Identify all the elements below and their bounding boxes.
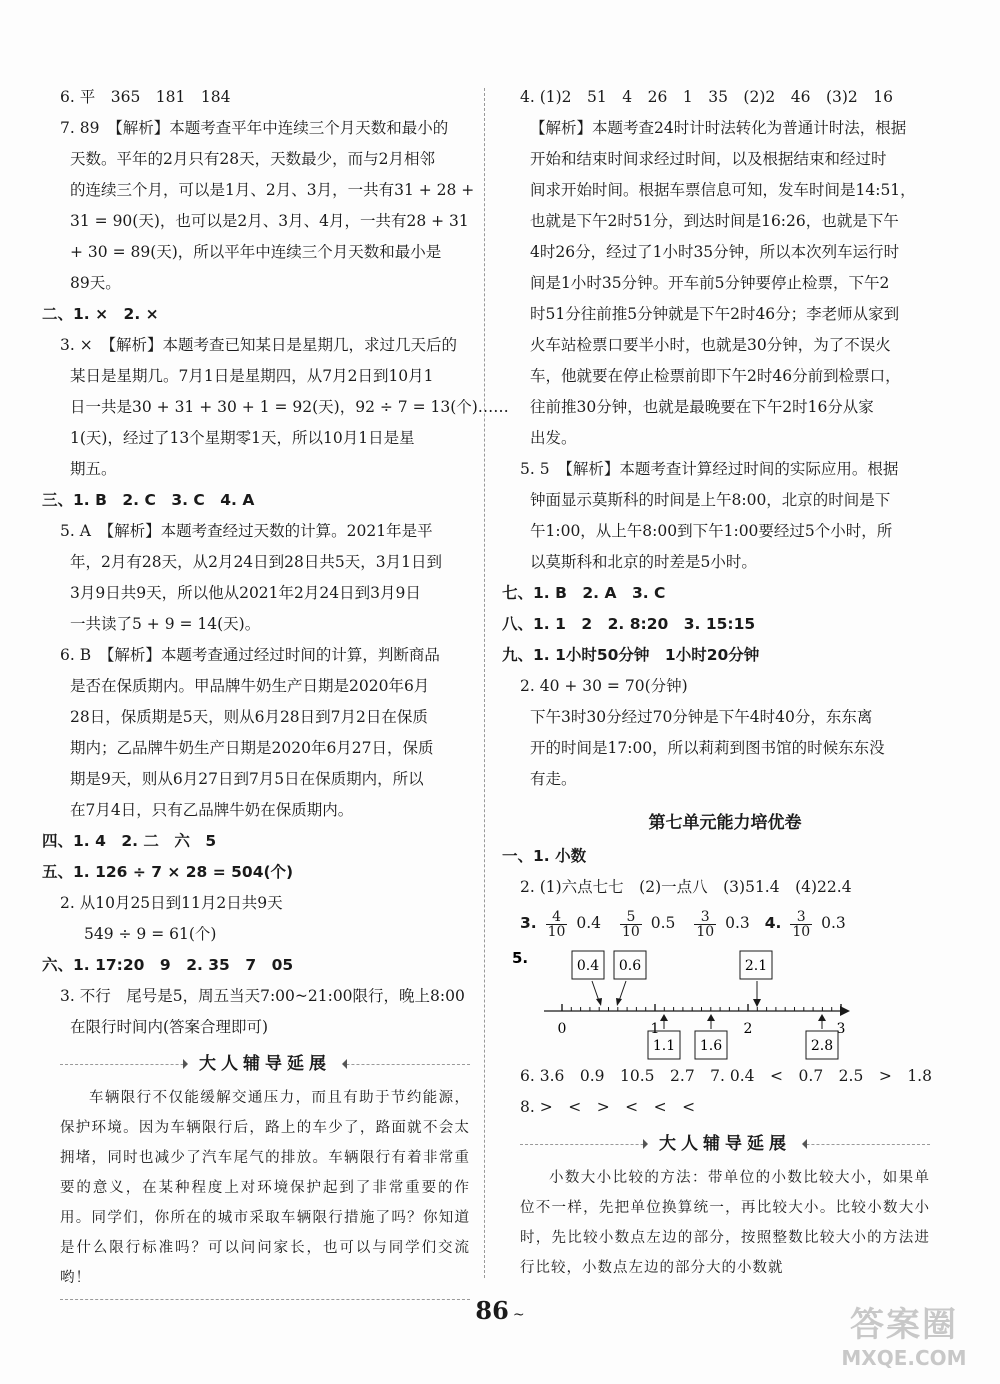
answer-line: 6. 平 365 181 184	[60, 88, 231, 106]
answer-line: 日一共是30 + 31 + 30 + 1 = 92(天)，92 ÷ 7 = 13(个)……	[70, 398, 509, 416]
box-value: 0.4	[576, 958, 600, 974]
answer-line: 在限行时间内(答案合理即可)	[70, 1018, 269, 1036]
page-number-text: 86	[475, 1296, 509, 1325]
question-number: 4.	[764, 914, 782, 932]
answer-line: 间是1小时35分钟。开车前5分钟要停止检票，下午2	[530, 274, 890, 292]
answer-line: 钟面显示莫斯科的时间是上午8:00，北京的时间是下	[530, 491, 891, 509]
answer-line: 89天。	[70, 274, 121, 292]
answer-line: 出发。	[530, 429, 577, 447]
fraction	[694, 910, 716, 939]
answer-line: 28日，保质期是5天，则从6月28日到7月2日在保质	[70, 708, 428, 726]
axis-label: 3	[836, 1021, 846, 1037]
watermark-text: 答案圈	[850, 1305, 958, 1345]
answer-line: 1(天)，经过了13个星期零1天，所以10月1日是星	[70, 429, 415, 447]
answer-line: 开的时间是17:00，所以莉莉到图书馆的时候东东没	[530, 739, 885, 757]
section-heading: 三、1. B 2. C 3. C 4. A	[42, 491, 255, 509]
axis-label: 1	[650, 1021, 660, 1037]
extension-title: 大人辅导延展	[645, 1129, 805, 1159]
extension-text: 小数大小比较的方法：带单位的小数比较大小，如果单位不一样，先把单位换算统一，再比较大小。比较小数大小时，先比较小数点左边的部分，按照整数比较大小的方法进行比较，小数点左边的部分大的小数就	[520, 1170, 930, 1276]
numerator: 5	[620, 910, 642, 925]
question-number: 3.	[520, 914, 537, 932]
denominator: 10	[696, 923, 715, 940]
answer-line: 期五。	[70, 460, 117, 478]
answer-line: 3. 不行 尾号是5，周五当天7:00~21:00限行，晚上8:00	[60, 987, 465, 1005]
section-heading: 八、1. 1 2 2. 8:20 3. 15:15	[502, 615, 756, 633]
section-heading: 五、1. 126 ÷ 7 × 28 = 504(个)	[42, 863, 294, 881]
answer-line: 3月9日共9天，所以他从2021年2月24日到3月9日	[70, 584, 421, 602]
section-heading: 九、1. 1小时50分钟 1小时20分钟	[502, 646, 760, 664]
answer-line: 某日是星期几。7月1日是星期四，从7月2日到10月1	[70, 367, 434, 385]
answer-line: 在7月4日，只有乙品牌牛奶在保质期内。	[70, 801, 354, 819]
decimal-value: 0.3	[821, 914, 846, 932]
section-heading: 六、1. 17:20 9 2. 35 7 05	[42, 956, 294, 974]
question-number: 5.	[512, 949, 529, 967]
watermark-url: MXQE.COM	[841, 1346, 967, 1370]
answer-line: 的连续三个月，可以是1月、2月、3月，一共有31 + 28 +	[70, 181, 475, 199]
extension-text: 车辆限行不仅能缓解交通压力，而且有助于节约能源，保护环境。因为车辆限行后，路上的车少了，路面就不会太拥堵，同时也减少了汽车尾气的排放。车辆限行有着非常重要的意义，在某种程度上对环境保护起到了非常重要的作用。同学们，你所在的城市采取车辆限行措施了吗？你知道是什么限行标准吗？可以问问家长，也可以与同学们交流哟！	[60, 1090, 470, 1286]
pointer-arrowhead	[596, 998, 602, 1006]
answer-line: 7. 89 【解析】本题考查平年中连续三个月天数和最小的	[60, 119, 449, 137]
answer-line: + 30 = 89(天)，所以平年中连续三个月天数和最小是	[70, 243, 442, 261]
extension-header	[520, 1129, 930, 1159]
decimal-value: 0.5	[650, 914, 676, 932]
answer-line: 车，他就要在停止检票前即下午2时46分前到检票口，	[530, 367, 901, 385]
answer-line: 8. > < > < < <	[520, 1098, 696, 1116]
section-heading: 二、1. × 2. ×	[42, 305, 159, 323]
answer-line: 3. × 【解析】本题考查已知某日是星期几，求过几天后的	[60, 336, 457, 354]
left-column	[42, 82, 509, 1300]
answer-line: 2. 从10月25日到11月2日共9天	[60, 894, 283, 912]
pointer-arrowhead	[707, 1014, 715, 1021]
answer-line: 5. A 【解析】本题考查经过天数的计算。2021年是平	[60, 522, 433, 540]
section-heading: 七、1. B 2. A 3. C	[502, 584, 666, 602]
answer-line: 火车站检票口要半小时，也就是30分钟，为了不误火	[530, 336, 891, 354]
answer-line: 时51分往前推5分钟就是下午2时46分；李老师从家到	[530, 305, 900, 323]
answer-line: 午1:00，从上午8:00到下午1:00要经过5个小时，所	[530, 522, 893, 540]
numerator: 3	[790, 910, 812, 925]
answer-line: 以莫斯科和北京的时差是5小时。	[530, 553, 757, 571]
extension-header	[60, 1049, 470, 1079]
section-heading: 四、1. 4 2. 二 六 5	[42, 832, 217, 850]
column-divider	[484, 88, 485, 1278]
answer-line: 开始和结束时间求经过时间，以及根据结束和经过时	[530, 150, 887, 168]
fraction	[790, 910, 812, 939]
section-heading: 一、1. 小数	[502, 847, 587, 865]
answer-line: 年，2月有28天，从2月24日到28日共5天，3月1日到	[70, 553, 442, 571]
box-value: 2.1	[744, 958, 768, 974]
answer-line: 也就是下午2时51分，到达时间是16:26，也就是下午	[530, 212, 899, 230]
denominator: 10	[792, 923, 811, 940]
answer-line: 5. 5 【解析】本题考查计算经过时间的实际应用。根据	[520, 460, 899, 478]
answer-line: 2. (1)六点七七 (2)一点八 (3)51.4 (4)22.4	[520, 878, 852, 896]
numerator: 4	[546, 910, 568, 925]
axis-ticks	[562, 1004, 841, 1011]
answer-line: 一共读了5 + 9 = 14(天)。	[70, 615, 261, 633]
answer-line: 4时26分，经过了1小时35分钟，所以本次列车运行时	[530, 243, 900, 261]
pointer-arrowhead	[818, 1014, 826, 1021]
number-line-svg	[512, 943, 930, 1061]
answer-line: 549 ÷ 9 = 61(个)	[84, 925, 217, 943]
box-value: 2.8	[810, 1038, 834, 1054]
answer-line: 是否在保质期内。甲品牌牛奶生产日期是2020年6月	[70, 677, 430, 695]
unit-title: 第七单元能力培优卷	[648, 813, 802, 833]
denominator: 10	[547, 923, 566, 940]
denominator: 10	[621, 923, 640, 940]
answer-line: 6. 3.6 0.9 10.5 2.7 7. 0.4 < 0.7 2.5 > 1.8	[520, 1067, 932, 1085]
pointer-arrowhead	[616, 998, 622, 1006]
answer-line: 2. 40 + 30 = 70(分钟)	[520, 677, 688, 695]
answer-line: 6. B 【解析】本题考查通过经过时间的计算，判断商品	[60, 646, 440, 664]
answer-line: 期内；乙品牌牛奶生产日期是2020年6月27日，保质	[70, 739, 434, 757]
answer-line: 往前推30分钟，也就是最晚要在下午2时16分从家	[530, 398, 874, 416]
decimal-value: 0.4	[576, 914, 602, 932]
axis-label: 0	[557, 1021, 567, 1037]
answer-line: 间求开始时间。根据车票信息可知，发车时间是14:51，	[530, 181, 916, 199]
watermark-logo	[824, 1297, 984, 1370]
answer-line: 31 = 90(天)，也可以是2月、3月、4月，一共有28 + 31	[70, 212, 469, 230]
answer-line: 天数。平年的2月只有28天，天数最少，而与2月相邻	[70, 150, 435, 168]
extension-title: 大人辅导延展	[185, 1049, 345, 1079]
number-line-figure	[512, 943, 930, 1061]
pointer-arrow	[619, 981, 626, 1001]
answer-line: 4. (1)2 51 4 26 1 35 (2)2 46 (3)2 16	[520, 88, 894, 106]
pointer-arrowhead	[753, 999, 761, 1007]
right-column	[502, 82, 932, 1283]
answer-line: 有走。	[530, 770, 577, 788]
box-value: 1.1	[652, 1038, 676, 1054]
box-value: 1.6	[699, 1038, 723, 1054]
fraction-answers	[520, 903, 930, 943]
numerator: 3	[694, 910, 716, 925]
pointer-arrow	[592, 981, 599, 1001]
pointer-arrowhead	[660, 1014, 668, 1021]
decimal-value: 0.3	[725, 914, 750, 932]
answer-line: 下午3时30分经过70分钟是下午4时40分，东东离	[530, 708, 873, 726]
axis-label: 2	[743, 1021, 753, 1037]
box-value: 0.6	[618, 958, 642, 974]
squiggle-ornament: ~	[512, 1307, 525, 1323]
fraction	[546, 910, 568, 939]
fraction	[620, 910, 642, 939]
answer-line: 期是9天，则从6月27日到7月5日在保质期内，所以	[70, 770, 424, 788]
answer-line: 【解析】本题考查24时计时法转化为普通计时法，根据	[530, 119, 907, 137]
